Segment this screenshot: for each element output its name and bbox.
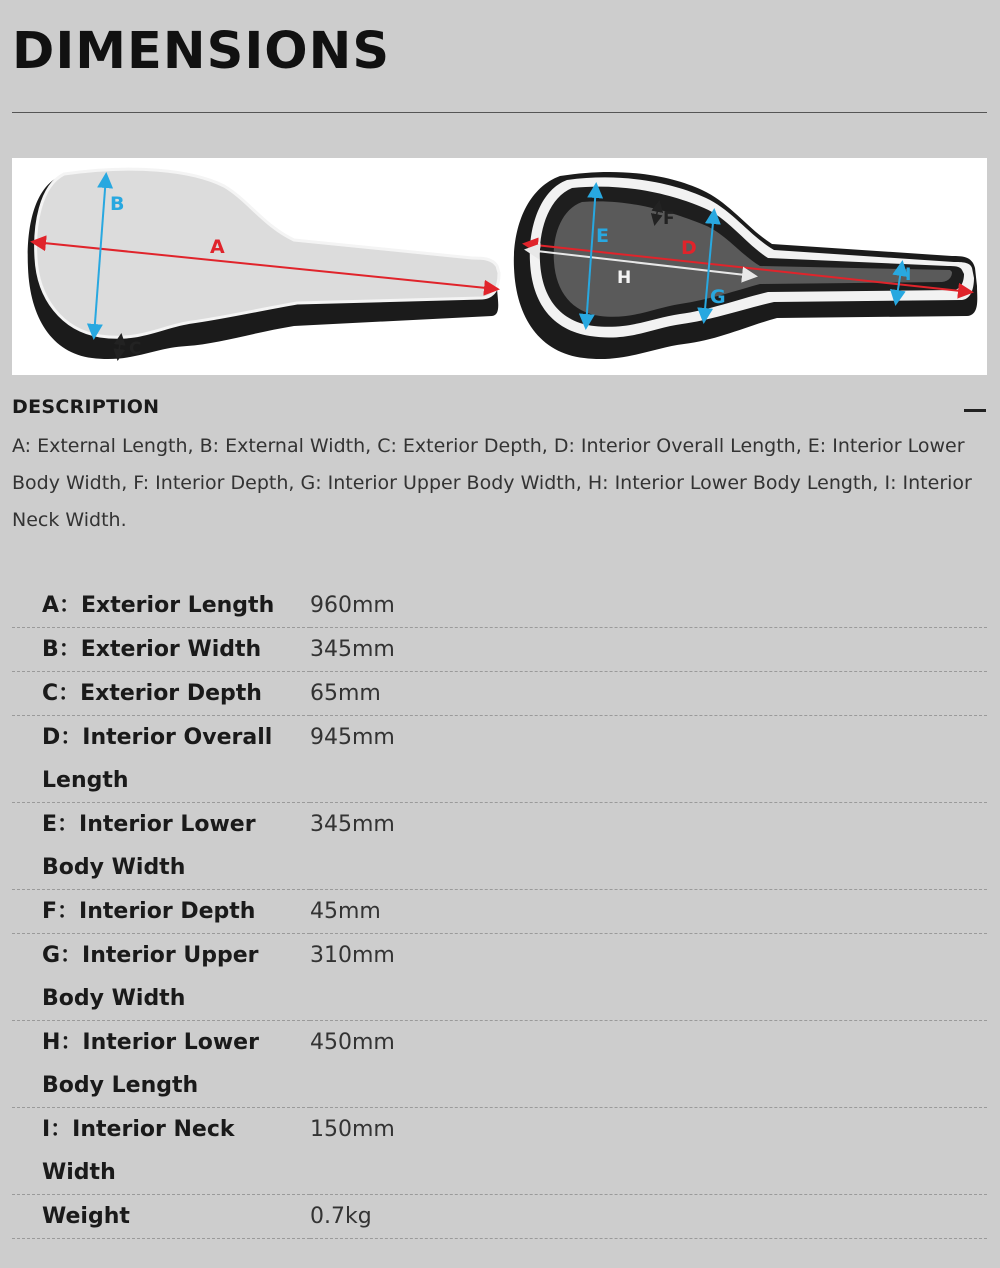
spec-value: 945mm: [310, 716, 987, 803]
spec-row: [12, 716, 987, 803]
spec-row: [12, 1108, 987, 1195]
spec-row: [12, 803, 987, 890]
spec-row: [12, 934, 987, 1021]
label-c: C: [129, 339, 142, 359]
spec-value: 0.7kg: [310, 1195, 987, 1239]
spec-value: 45mm: [310, 890, 987, 934]
spec-value: 65mm: [310, 672, 987, 716]
label-b: B: [110, 193, 125, 215]
spec-row: [12, 1021, 987, 1108]
spec-key: G：Interior Upper Body Width: [12, 934, 310, 1021]
label-e: E: [596, 225, 609, 247]
spec-value: 450mm: [310, 1021, 987, 1108]
spec-key: H：Interior Lower Body Length: [12, 1021, 310, 1108]
spec-key: Weight: [12, 1195, 310, 1239]
label-g: G: [710, 286, 726, 308]
guitar-case-diagram: [12, 158, 987, 375]
label-h: H: [617, 268, 632, 288]
label-i: I: [905, 265, 912, 285]
minus-icon[interactable]: [964, 409, 986, 412]
spec-row: [12, 890, 987, 934]
spec-row: [12, 628, 987, 672]
spec-key: A：Exterior Length: [12, 584, 310, 628]
spec-value: 345mm: [310, 628, 987, 672]
spec-value: 960mm: [310, 584, 987, 628]
spec-value: 310mm: [310, 934, 987, 1021]
spec-table: [12, 584, 987, 1239]
exterior-case-illustration: [28, 169, 499, 359]
label-a: A: [210, 236, 225, 258]
title-divider: [12, 112, 987, 113]
spec-value: 345mm: [310, 803, 987, 890]
spec-row: [12, 672, 987, 716]
description-text: A: External Length, B: External Width, C: Exterior Depth, D: Interior Overall Length, E: Interior Lower Body Width, F: Interior Depth, G: Interior Upper Body Width, H: Interior Lower Body Length, I: Interior Neck Width.: [12, 435, 972, 531]
spec-key: I：Interior Neck Width: [12, 1108, 310, 1195]
spec-key: E：Interior Lower Body Width: [12, 803, 310, 890]
label-d: D: [681, 237, 697, 259]
spec-key: B：Exterior Width: [12, 628, 310, 672]
dimension-diagram: [12, 158, 987, 375]
page-title: DIMENSIONS: [12, 22, 391, 81]
spec-key: F：Interior Depth: [12, 890, 310, 934]
spec-row: [12, 584, 987, 628]
label-f: F: [663, 209, 675, 229]
description-heading: DESCRIPTION: [12, 396, 160, 418]
spec-row: [12, 1195, 987, 1239]
spec-key: C：Exterior Depth: [12, 672, 310, 716]
spec-value: 150mm: [310, 1108, 987, 1195]
spec-key: D：Interior Overall Length: [12, 716, 310, 803]
